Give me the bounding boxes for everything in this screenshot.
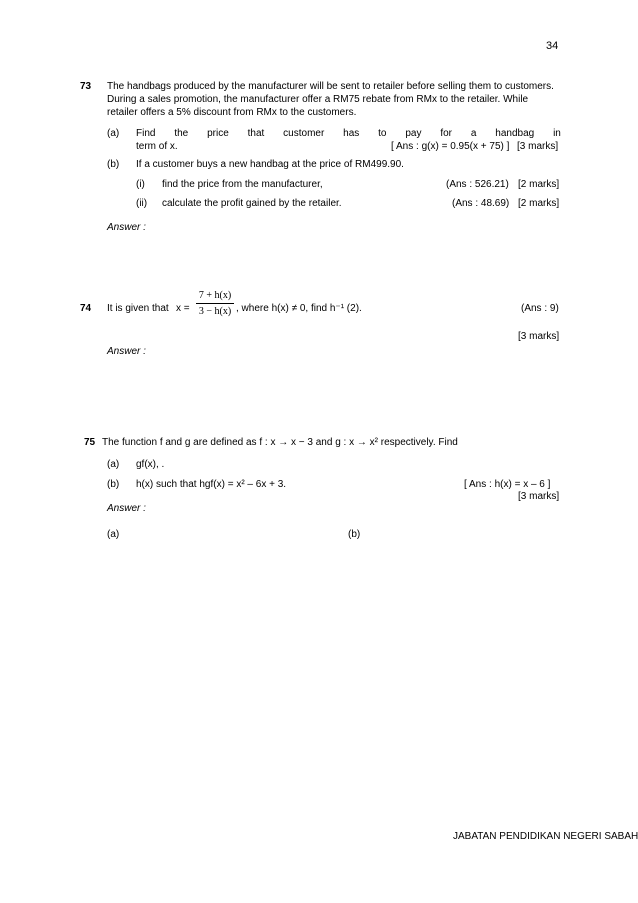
q73-part-b-i-label: (i) xyxy=(136,179,145,190)
q73-part-b-ii-answer-hint: (Ans : 48.69) xyxy=(452,198,510,209)
page-number: 34 xyxy=(546,40,559,52)
q73-part-a-line-2: term of x. xyxy=(136,141,178,152)
q75-stem: The function f and g are defined as f : x → x − 3 and g : x → x² respectively. Find xyxy=(102,437,458,448)
question-74-number: 74 xyxy=(80,303,92,314)
q75-working-b-label: (b) xyxy=(348,529,361,540)
q73-part-b-text: If a customer buys a new handbag at the price of RM499.90. xyxy=(136,159,404,170)
q74-fraction-bar xyxy=(196,303,234,304)
q74-answer-hint: (Ans : 9) xyxy=(521,303,559,314)
q74-fraction-numerator: 7 + h(x) xyxy=(198,290,232,301)
question-73-line-1: The handbags produced by the manufacturer will be sent to retailer before selling them to customers. xyxy=(107,81,554,92)
q73-part-b-ii-marks: [2 marks] xyxy=(518,198,560,209)
q73-part-a-line-1: Find the price that customer has to pay for a handbag in xyxy=(136,128,561,139)
q75-marks: [3 marks] xyxy=(518,491,560,502)
q73-part-b-label: (b) xyxy=(107,159,120,170)
q73-part-b-ii-text: calculate the profit gained by the retailer. xyxy=(162,198,342,209)
q73-part-a-answer-hint: [ Ans : g(x) = 0.95(x + 75) ] xyxy=(391,141,510,152)
q75-part-b-answer-hint: [ Ans : h(x) = x – 6 ] xyxy=(464,479,551,490)
q73-part-b-i-answer-hint: (Ans : 526.21) xyxy=(446,179,509,190)
question-73-stem xyxy=(107,80,561,119)
q74-condition-text: , where h(x) ≠ 0, find h⁻¹ (2). xyxy=(236,303,362,314)
q73-part-b-i-text: find the price from the manufacturer, xyxy=(162,179,323,190)
q75-answer-label: Answer : xyxy=(107,503,146,514)
question-73-line-2: During a sales promotion, the manufacturer offer a RM75 rebate from RMx to the retailer. While xyxy=(107,94,529,105)
question-73-line-3: retailer offers a 5% discount from RMx to the customers. xyxy=(107,107,357,118)
q74-x-equals: x = xyxy=(176,303,190,314)
q73-part-a-marks: [3 marks] xyxy=(517,141,559,152)
q75-working-a-label: (a) xyxy=(107,529,120,540)
q75-part-b-label: (b) xyxy=(107,479,120,490)
q75-part-a-label: (a) xyxy=(107,459,120,470)
question-73-number: 73 xyxy=(80,81,92,92)
question-75-number: 75 xyxy=(84,437,96,448)
q74-fraction xyxy=(196,289,234,318)
q74-answer-label: Answer : xyxy=(107,346,146,357)
q73-answer-label: Answer : xyxy=(107,222,146,233)
page-footer: JABATAN PENDIDIKAN NEGERI SABAH xyxy=(453,831,638,842)
q74-intro: It is given that xyxy=(107,303,169,314)
q73-part-a-label: (a) xyxy=(107,128,120,139)
q73-part-b-ii-label: (ii) xyxy=(136,198,148,209)
q75-part-a-text: gf(x), . xyxy=(136,459,165,470)
q74-fraction-denominator: 3 − h(x) xyxy=(198,306,232,317)
q75-part-b-text: h(x) such that hgf(x) = x² – 6x + 3. xyxy=(136,479,287,490)
q73-part-b-i-marks: [2 marks] xyxy=(518,179,560,190)
q74-marks: [3 marks] xyxy=(518,331,560,342)
